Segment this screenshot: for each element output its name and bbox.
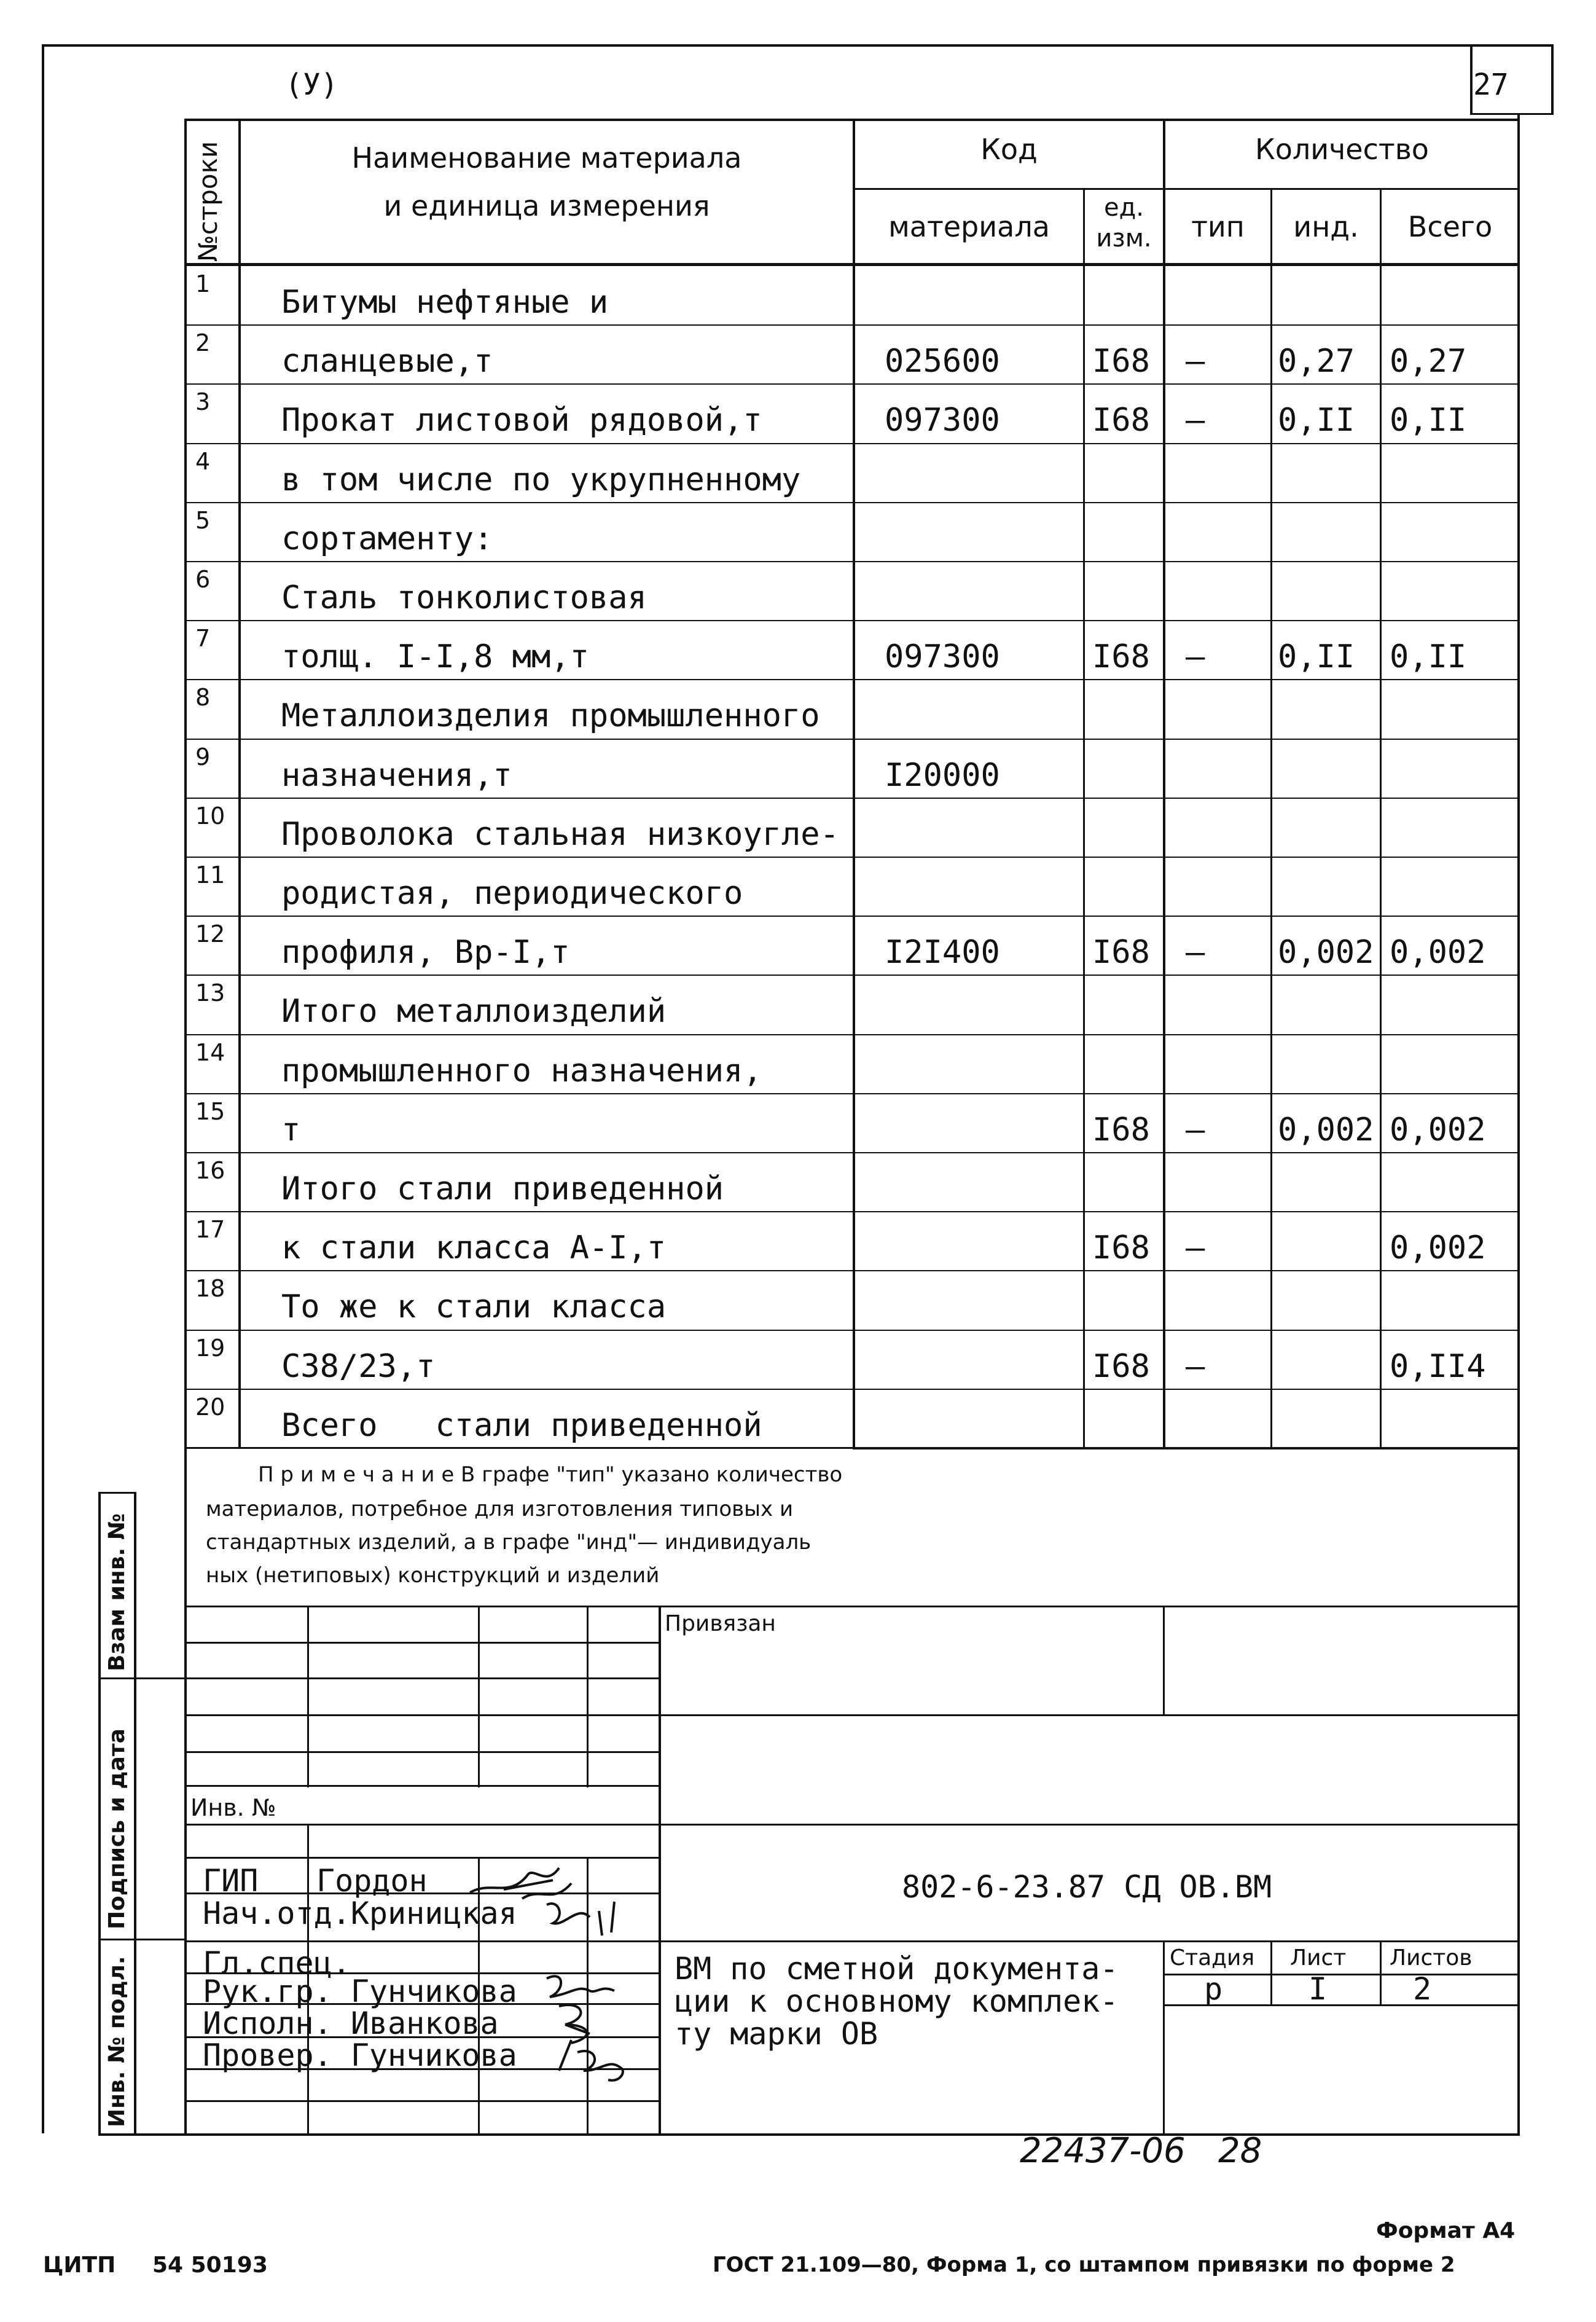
sheets-label: Листов <box>1390 1945 1473 1971</box>
sheet-value: I <box>1308 1971 1328 2007</box>
header-ind: инд. <box>1293 210 1359 243</box>
stamp-ispoln: Исполн. Иванкова <box>203 2006 499 2041</box>
cell-code: I20000 <box>885 757 1000 794</box>
row-number: 10 <box>195 802 225 830</box>
row-number: 17 <box>195 1216 225 1243</box>
cell-total: 0,II <box>1390 402 1467 439</box>
privyazan-label: Привязан <box>665 1611 776 1636</box>
cell-type: – <box>1186 1112 1205 1148</box>
cell-type: – <box>1186 934 1205 971</box>
row-number: 4 <box>195 448 211 475</box>
cell-type: – <box>1186 1348 1205 1385</box>
title-line2: ции к основному комплек- <box>675 1983 1119 2019</box>
cell-code: 097300 <box>885 638 1000 675</box>
material-name: профиля, Вр-I,т <box>281 934 570 971</box>
cell-code: 025600 <box>885 343 1000 380</box>
cell-type: – <box>1186 1230 1205 1266</box>
cell-total: 0,II4 <box>1390 1348 1486 1385</box>
material-name: Проволока стальная низкоугле- <box>281 816 839 853</box>
row-number: 1 <box>195 270 211 297</box>
row-number: 3 <box>195 388 211 415</box>
format-label: Формат А4 <box>1376 2218 1516 2243</box>
material-name: Прокат листовой рядовой,т <box>281 402 762 439</box>
cell-total: 0,002 <box>1390 1230 1486 1266</box>
title-line1: ВМ по сметной документа- <box>675 1951 1119 1987</box>
side-label-vzam: Взам инв. № <box>104 1513 130 1671</box>
cell-total: 0,27 <box>1390 343 1467 380</box>
side-label-inv-podl: Инв. № подл. <box>104 1956 130 2127</box>
cell-unit: I68 <box>1092 402 1150 439</box>
material-name: т <box>281 1112 301 1148</box>
material-name: промышленного назначения, <box>281 1053 762 1089</box>
header-unit-line2: изм. <box>1096 224 1152 253</box>
cell-code: 097300 <box>885 402 1000 439</box>
cell-type: – <box>1186 638 1205 675</box>
signature-gunchikova-2 <box>553 2034 633 2089</box>
cell-ind: 0,27 <box>1278 343 1355 380</box>
header-name-line1: Наименование материала <box>351 141 742 175</box>
stage-value: р <box>1204 1971 1223 2007</box>
row-number: 2 <box>195 329 211 356</box>
header-material: материала <box>888 210 1050 243</box>
row-number: 18 <box>195 1275 225 1302</box>
cell-ind: 0,002 <box>1278 934 1374 971</box>
side-label-podpis: Подпись и дата <box>104 1728 130 1929</box>
row-number: 5 <box>195 507 211 534</box>
stamp-gip-name: Гордон <box>316 1863 428 1899</box>
material-name: Сталь тонколистовая <box>281 579 647 616</box>
row-number: 20 <box>195 1394 225 1421</box>
stamp-ruk-gr: Рук.гр. Гунчикова <box>203 1974 517 2009</box>
row-number: 7 <box>195 625 211 652</box>
row-number: 15 <box>195 1098 225 1125</box>
stamp-nach-otd: Нач.отд.Криницкая <box>203 1896 517 1931</box>
sheet-label: Лист <box>1290 1945 1347 1971</box>
cell-unit: I68 <box>1092 934 1150 971</box>
cell-unit: I68 <box>1092 1348 1150 1385</box>
material-name: Итого стали приведенной <box>281 1171 724 1207</box>
cell-unit: I68 <box>1092 343 1150 380</box>
cell-ind: 0,II <box>1278 402 1355 439</box>
header-name-line2: и единица измерения <box>383 189 710 222</box>
note-line1: П р и м е ч а н и е В графе "тип" указано количество <box>258 1462 843 1487</box>
header-unit-line1: ед. <box>1104 194 1144 222</box>
page-mark: (У) <box>285 68 338 102</box>
note-line4: ных (нетиповых) конструкций и изделий <box>206 1563 660 1588</box>
inv-no-label: Инв. № <box>190 1794 276 1821</box>
signature-krinitskaya <box>541 1893 633 1942</box>
row-number: 14 <box>195 1039 225 1066</box>
cell-type: – <box>1186 343 1205 380</box>
stage-label: Стадия <box>1170 1945 1255 1971</box>
cell-total: 0,II <box>1390 638 1467 675</box>
cell-total: 0,002 <box>1390 1112 1486 1148</box>
stamp-prover: Провер. Гунчикова <box>203 2038 517 2073</box>
row-number: 12 <box>195 920 225 947</box>
material-name: Металлоизделия промышленного <box>281 697 820 734</box>
material-name: родистая, периодического <box>281 875 743 912</box>
note-line3: стандартных изделий, а в графе "инд"— индивидуаль <box>206 1530 812 1555</box>
row-number: 16 <box>195 1157 225 1184</box>
citp-label: ЦИТП <box>43 2253 116 2278</box>
header-type: тип <box>1191 210 1245 243</box>
handwritten-number: 22437-06 28 <box>1020 2131 1262 2171</box>
row-number: 6 <box>195 566 211 593</box>
row-number: 19 <box>195 1335 225 1362</box>
cell-code: I2I400 <box>885 934 1000 971</box>
material-name: С38/23,т <box>281 1348 436 1385</box>
header-code: Код <box>980 133 1038 166</box>
cell-total: 0,002 <box>1390 934 1486 971</box>
sheet-number: 27 <box>1473 68 1509 102</box>
document-code: 802-6-23.87 СД ОВ.ВМ <box>902 1869 1272 1905</box>
cell-unit: I68 <box>1092 1230 1150 1266</box>
gost-label: ГОСТ 21.109—80, Форма 1, со штампом привязки по форме 2 <box>713 2253 1455 2277</box>
material-name: То же к стали класса <box>281 1288 667 1325</box>
stamp-gl-spec: Гл.спец. <box>203 1945 351 1981</box>
citp-number: 54 50193 <box>152 2253 268 2278</box>
note-line2: материалов, потребное для изготовления типовых и <box>206 1497 794 1521</box>
material-name: сортаменту: <box>281 520 493 557</box>
material-name: к стали класса А-I,т <box>281 1230 667 1266</box>
material-name: назначения,т <box>281 757 512 794</box>
header-quantity: Количество <box>1255 133 1429 166</box>
header-total: Всего <box>1407 210 1493 243</box>
stamp-gip-role: ГИП <box>203 1863 259 1899</box>
material-name: Итого металлоизделий <box>281 993 667 1030</box>
row-number: 11 <box>195 861 225 888</box>
cell-ind: 0,II <box>1278 638 1355 675</box>
header-row-no: №строки <box>193 141 223 262</box>
material-name: сланцевые,т <box>281 343 493 380</box>
row-number: 9 <box>195 743 211 771</box>
material-name: толщ. I-I,8 мм,т <box>281 638 589 675</box>
cell-type: – <box>1186 402 1205 439</box>
material-name: Битумы нефтяные и <box>281 284 609 321</box>
material-name: Всего стали приведенной <box>281 1407 762 1444</box>
cell-unit: I68 <box>1092 1112 1150 1148</box>
material-name: в том числе по укрупненному <box>281 461 801 498</box>
cell-ind: 0,002 <box>1278 1112 1374 1148</box>
row-number: 13 <box>195 979 225 1006</box>
sheets-value: 2 <box>1413 1971 1432 2007</box>
cell-unit: I68 <box>1092 638 1150 675</box>
title-line3: ту марки ОВ <box>675 2016 878 2052</box>
row-number: 8 <box>195 684 211 711</box>
